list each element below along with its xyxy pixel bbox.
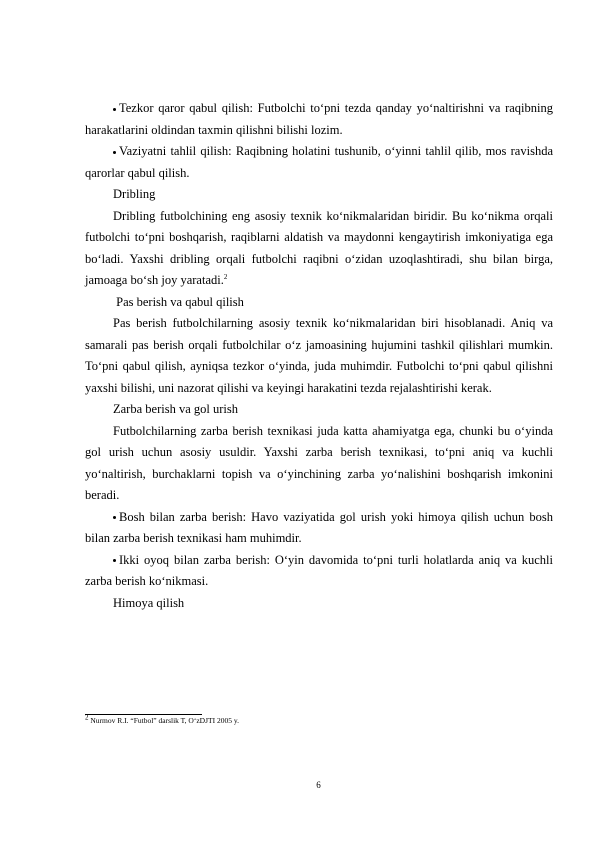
footnote-mark: 2 xyxy=(85,713,89,722)
bullet-icon xyxy=(113,516,116,519)
bullet-paragraph xyxy=(85,550,553,593)
footnote-divider xyxy=(85,714,202,715)
body-paragraph xyxy=(85,313,553,399)
paragraph-text: Futbolchilarning zarba berish texnikasi juda katta ahamiyatga ega, chunki bu o‘yinda gol urish uchun asosiy usuldir. Yaxshi zarba berish texnikasi, to‘pni aniq va kuchli yo‘naltirish, burchaklarni topish va o‘yinchining zarba yo‘nalishini boshqarish imkonini beradi. xyxy=(85,423,553,502)
body-paragraph xyxy=(85,206,553,292)
bullet-text: Vaziyatni tahlil qilish: Raqibning holatini tushunib, o‘yinni tahlil qilib, mos ravishda qarorlar qabul qilish. xyxy=(85,144,553,180)
bullet-text: Bosh bilan zarba berish: Havo vaziyatida gol urish yoki himoya qilish uchun bosh bilan zarba berish texnikasi ham muhimdir. xyxy=(85,509,553,545)
bullet-paragraph xyxy=(85,141,553,184)
section-heading: Zarba berish va gol urish xyxy=(113,402,238,416)
body-paragraph xyxy=(85,421,553,507)
bullet-text: Ikki oyoq bilan zarba berish: O‘yin davomida to‘pni turli holatlarda aniq va kuchli zarba berish ko‘nikmasi. xyxy=(85,552,553,588)
bullet-icon xyxy=(113,559,116,562)
section-heading: Himoya qilish xyxy=(113,595,185,610)
section-heading: Dribling xyxy=(113,187,156,201)
page-number: 6 xyxy=(316,780,321,790)
footnote-text: Nurmov R.I. “Futbol” darslik T, O‘zDJTI 2005 y. xyxy=(88,716,239,725)
bullet-paragraph xyxy=(85,507,553,550)
paragraph-text: Dribling futbolchining eng asosiy texnik ko‘nikmalaridan biridir. Bu ko‘nikma orqali futbolchi to‘pni boshqarish, raqiblarni aldatish va maydonni kengaytirish imkoniyatiga ega bo‘ladi. Yaxshi dribling orqali futbolchi raqibni o‘zidan uzoqlashtiradi, shu bilan birga, jamoaga bo‘sh joy yaratadi. xyxy=(85,208,553,287)
footnote xyxy=(85,713,239,726)
page-body xyxy=(85,98,553,614)
bullet-icon xyxy=(113,151,116,154)
bullet-text: Tezkor qaror qabul qilish: Futbolchi to‘pni tezda qanday yo‘naltirishni va raqibning harakatlarini oldindan taxmin qilishni bilishi lozim. xyxy=(85,101,553,137)
paragraph-text: Pas berish futbolchilarning asosiy texnik ko‘nikmalaridan biri hisoblanadi. Aniq va samarali pas berish orqali futbolchilar o‘z jamoasining hujumini tashkil qilishlari mumkin. To‘pni qabul qilish, ayniqsa tezkor o‘yinda, juda muhimdir. Futbolchi to‘pni qabul qilishni yaxshi bilishi, uni nazorat qilishi va keyingi harakatini tezda rejalashtirishi kerak. xyxy=(85,316,553,395)
footnote-reference[interactable]: 2 xyxy=(223,272,228,281)
section-heading: Pas berish va qabul qilish xyxy=(113,294,244,309)
bullet-icon xyxy=(113,108,116,111)
bullet-paragraph xyxy=(85,98,553,141)
